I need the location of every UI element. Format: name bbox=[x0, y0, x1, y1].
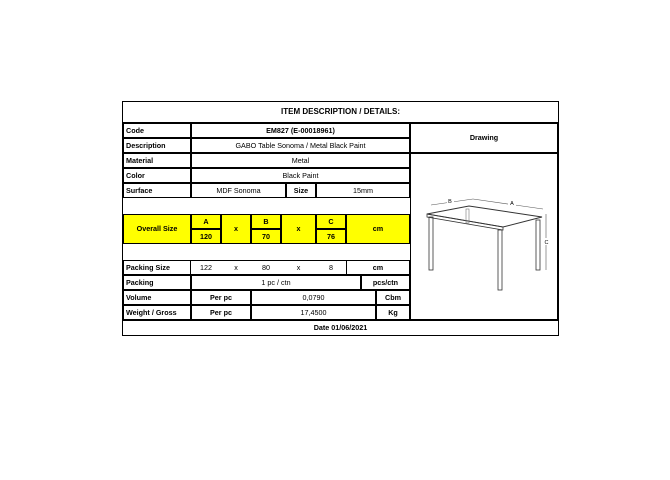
size-label: Size bbox=[286, 183, 316, 198]
overall-b-value: 70 bbox=[251, 229, 281, 244]
dim-b-label: B bbox=[448, 199, 452, 205]
color-label: Color bbox=[123, 168, 191, 183]
packing-size-label: Packing Size bbox=[123, 260, 191, 275]
surface-value: MDF Sonoma bbox=[191, 183, 286, 198]
overall-c-value: 76 bbox=[316, 229, 346, 244]
code-label: Code bbox=[123, 123, 191, 138]
leg-back-right bbox=[536, 220, 540, 270]
volume-unit: Cbm bbox=[376, 290, 410, 305]
packing-size-c: 8 bbox=[316, 260, 346, 275]
overall-times-1: x bbox=[221, 214, 251, 244]
overall-times-2: x bbox=[281, 214, 316, 244]
color-value: Black Paint bbox=[191, 168, 410, 183]
weight-per: Per pc bbox=[191, 305, 251, 320]
overall-b-label: B bbox=[251, 214, 281, 229]
table-drawing bbox=[418, 192, 558, 302]
volume-per: Per pc bbox=[191, 290, 251, 305]
overall-c-label: C bbox=[316, 214, 346, 229]
weight-label: Weight / Gross bbox=[123, 305, 191, 320]
footer-date: Date 01/06/2021 bbox=[123, 320, 558, 335]
drawing-label: Drawing bbox=[410, 123, 558, 153]
leg-front-left bbox=[429, 217, 433, 270]
packing-size-unit: cm bbox=[346, 260, 410, 275]
packing-label: Packing bbox=[123, 275, 191, 290]
overall-a-label: A bbox=[191, 214, 221, 229]
overall-a-value: 120 bbox=[191, 229, 221, 244]
volume-value: 0,0790 bbox=[251, 290, 376, 305]
item-details-sheet bbox=[122, 101, 559, 336]
code-value: EM827 (E-00018961) bbox=[191, 123, 410, 138]
description-value: GABO Table Sonoma / Metal Black Paint bbox=[191, 138, 410, 153]
packing-size-times-1: x bbox=[221, 260, 251, 275]
dim-c-label: C bbox=[544, 240, 549, 246]
surface-label: Surface bbox=[123, 183, 191, 198]
packing-size-times-2: x bbox=[281, 260, 316, 275]
material-label: Material bbox=[123, 153, 191, 168]
material-value: Metal bbox=[191, 153, 410, 168]
sheet-title: ITEM DESCRIPTION / DETAILS: bbox=[123, 102, 558, 123]
weight-unit: Kg bbox=[376, 305, 410, 320]
packing-value: 1 pc / ctn bbox=[191, 275, 361, 290]
size-value: 15mm bbox=[316, 183, 410, 198]
volume-label: Volume bbox=[123, 290, 191, 305]
overall-unit: cm bbox=[346, 214, 410, 244]
packing-unit: pcs/ctn bbox=[361, 275, 410, 290]
overall-size-label: Overall Size bbox=[123, 214, 191, 244]
packing-size-b: 80 bbox=[251, 260, 281, 275]
leg-front-right bbox=[498, 230, 502, 290]
weight-value: 17,4500 bbox=[251, 305, 376, 320]
dim-a-label: A bbox=[510, 201, 514, 207]
description-label: Description bbox=[123, 138, 191, 153]
packing-size-a: 122 bbox=[191, 260, 221, 275]
